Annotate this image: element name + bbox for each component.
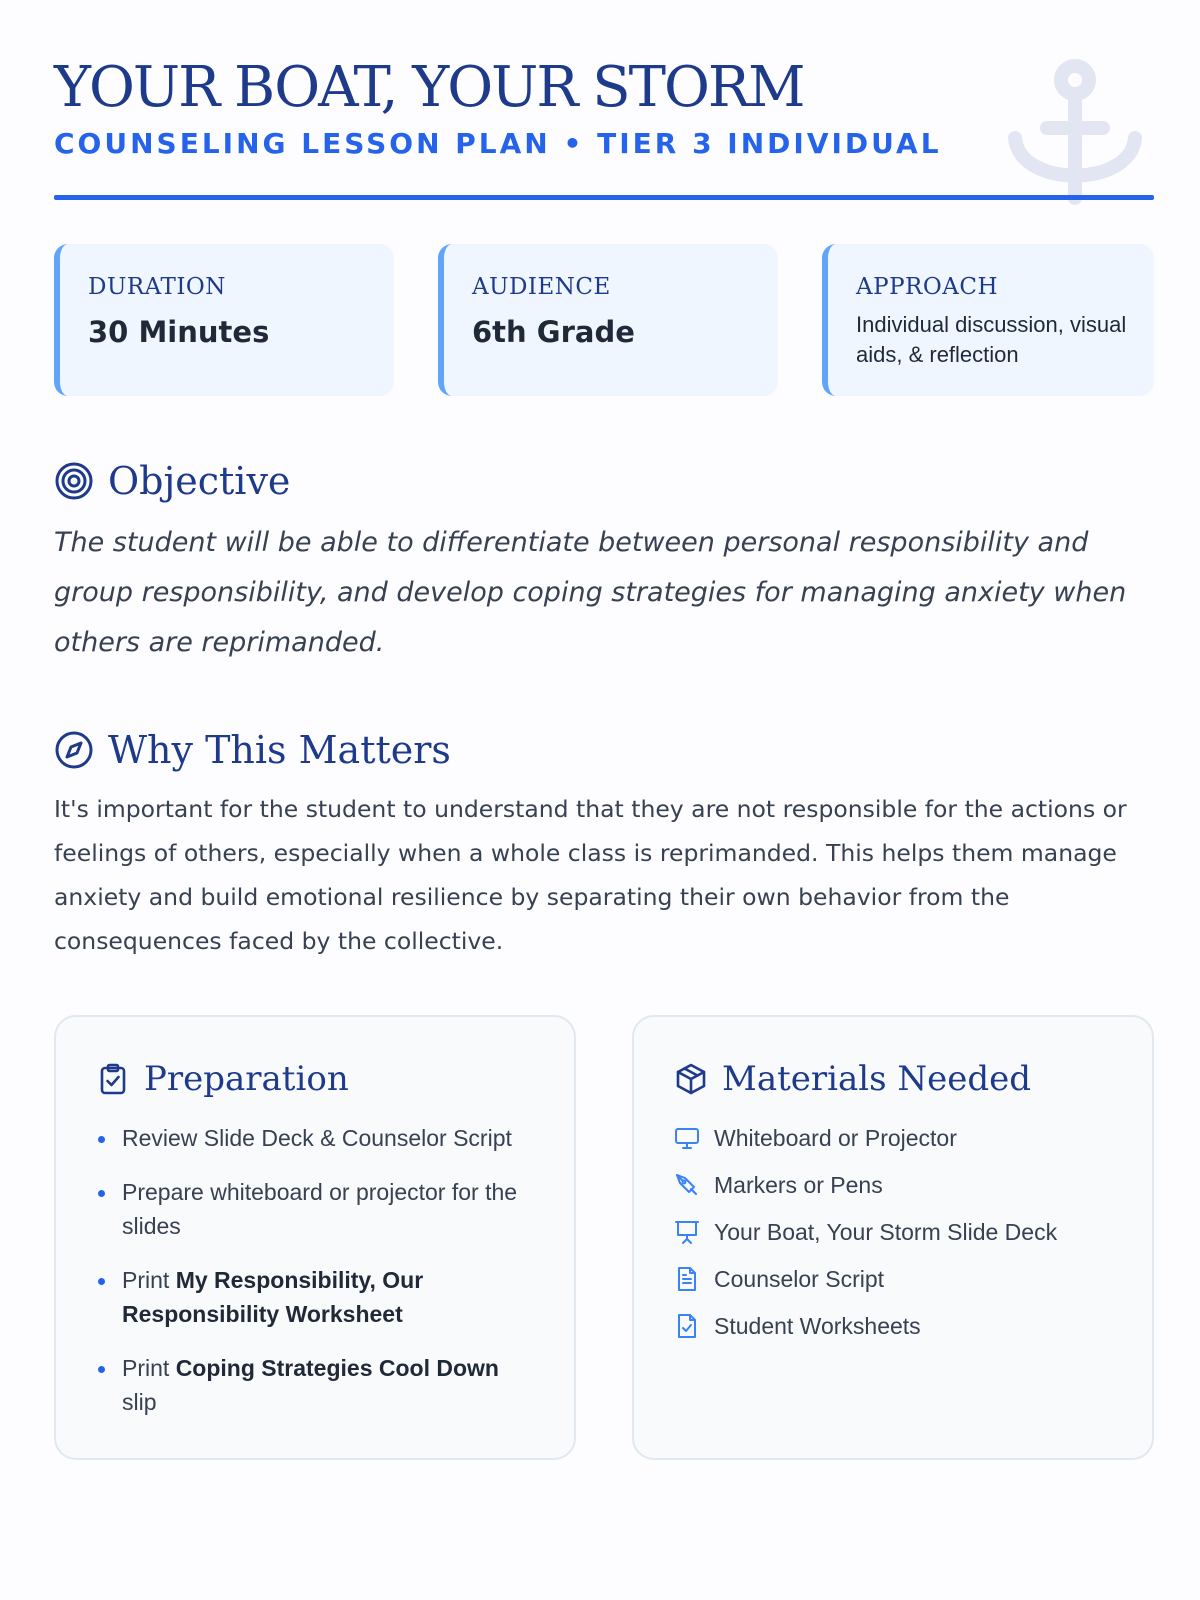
document-icon — [674, 1266, 700, 1292]
target-icon — [54, 461, 94, 501]
preparation-list — [96, 1121, 536, 1419]
list-item: Prepare whiteboard or projector for the slides — [96, 1175, 536, 1243]
package-icon — [674, 1062, 708, 1096]
audience-card — [438, 244, 778, 396]
panel-title: Preparation — [144, 1059, 349, 1099]
list-item: Markers or Pens — [674, 1168, 1152, 1202]
panel-title: Materials Needed — [722, 1059, 1032, 1099]
card-label: APPROACH — [856, 274, 998, 300]
file-check-icon — [674, 1313, 700, 1339]
section-title: Why This Matters — [108, 728, 451, 772]
list-item: Whiteboard or Projector — [674, 1121, 1152, 1155]
card-value: 30 Minutes — [88, 315, 270, 349]
approach-card — [822, 244, 1154, 396]
header-divider — [54, 195, 1154, 200]
page-title: YOUR BOAT, YOUR STORM — [54, 55, 804, 120]
why-heading — [54, 727, 451, 773]
monitor-icon — [674, 1125, 700, 1151]
preparation-heading — [96, 1057, 574, 1101]
list-item: Print My Responsibility, Our Responsibility Worksheet — [96, 1263, 536, 1331]
clipboard-check-icon — [96, 1062, 130, 1096]
compass-icon — [54, 730, 94, 770]
list-item: Student Worksheets — [674, 1309, 1152, 1343]
list-item: Counselor Script — [674, 1262, 1152, 1296]
presentation-icon — [674, 1219, 700, 1245]
card-value: 6th Grade — [472, 315, 635, 349]
page-header — [54, 56, 1154, 162]
materials-list — [674, 1121, 1152, 1343]
page-subtitle: COUNSELING LESSON PLAN • TIER 3 INDIVIDUAL — [54, 127, 942, 160]
anchor-icon — [1005, 58, 1145, 208]
list-item: Your Boat, Your Storm Slide Deck — [674, 1215, 1152, 1249]
pen-icon — [674, 1172, 700, 1198]
list-item: Review Slide Deck & Counselor Script — [96, 1121, 536, 1155]
card-label: AUDIENCE — [472, 274, 611, 300]
objective-text: The student will be able to differentiate between personal responsibility and group responsibility, and develop coping strategies for managing anxiety when others are reprimanded. — [54, 527, 1127, 658]
duration-card — [54, 244, 394, 396]
objective-heading — [54, 458, 290, 504]
why-text: It's important for the student to understand that they are not responsible for the actions or feelings of others, especially when a whole class is reprimanded. This helps them manage anxiety and build emotional resilience by separating their own behavior from the consequences faced by the collective. — [54, 795, 1127, 955]
info-cards — [54, 244, 1154, 396]
card-label: DURATION — [88, 274, 226, 300]
list-item: Print Coping Strategies Cool Down slip — [96, 1351, 536, 1419]
card-value: Individual discussion, visual aids, & reflection — [856, 312, 1127, 367]
preparation-panel — [54, 1015, 576, 1460]
section-title: Objective — [108, 459, 291, 503]
materials-heading — [674, 1057, 1152, 1101]
materials-panel — [632, 1015, 1154, 1460]
